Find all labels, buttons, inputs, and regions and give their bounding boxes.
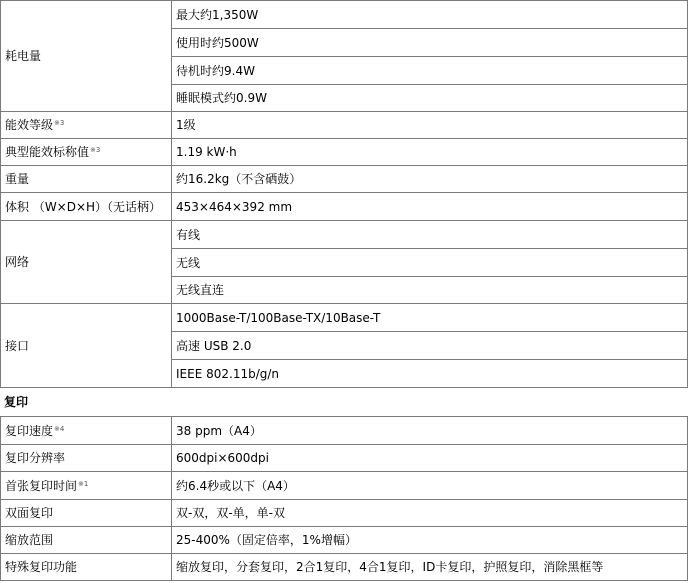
table-row: [1, 445, 688, 472]
footnote-marker: ※3: [90, 146, 101, 154]
table-row: [1, 472, 688, 500]
power-use-value: 使用时约500W: [172, 29, 688, 57]
special-copy-label: 特殊复印功能: [1, 554, 172, 581]
typical-efficiency-value: 1.19 kW·h: [172, 139, 688, 166]
interface-label: 接口: [1, 304, 172, 388]
power-sleep-value: 睡眠模式约0.9W: [172, 85, 688, 112]
efficiency-grade-value: 1级: [172, 112, 688, 139]
special-copy-value: 缩放复印，分套复印，2合1复印，4合1复印，ID卡复印，护照复印，消除黑框等: [172, 554, 688, 581]
dimensions-label: 体积 （W×D×H）（无话柄）: [1, 193, 172, 221]
table-row: [1, 500, 688, 527]
table-row: [1, 417, 688, 445]
first-copy-time-label: 首张复印时间$^{※1}$: [1, 472, 172, 500]
network-wireless-value: 无线: [172, 249, 688, 277]
efficiency-grade-label: 能效等级$^{※3}$: [1, 112, 172, 139]
footnote-marker: ※4: [54, 424, 65, 433]
power-label: 耗电量: [1, 1, 172, 112]
typical-efficiency-label: 典型能效标称值$^{※3}$: [1, 139, 172, 166]
table-row: [1, 527, 688, 554]
zoom-range-value: 25-400%（固定倍率，1%增幅）: [172, 527, 688, 554]
copy-resolution-value: 600dpi×600dpi: [172, 445, 688, 472]
zoom-range-label: 缩放范围: [1, 527, 172, 554]
network-label: 网络: [1, 221, 172, 304]
network-wired-value: 有线: [172, 221, 688, 249]
weight-label: 重量: [1, 166, 172, 193]
copy-specs-table: [0, 416, 688, 581]
interface-ethernet-value: 1000Base-T/100Base-TX/10Base-T: [172, 304, 688, 332]
copy-resolution-label: 复印分辨率: [1, 445, 172, 472]
footnote-marker: ※1: [78, 479, 89, 488]
table-row: [1, 554, 688, 581]
duplex-copy-label: 双面复印: [1, 500, 172, 527]
copy-speed-value: 38 ppm（A4）: [172, 417, 688, 445]
power-standby-value: 待机时约9.4W: [172, 57, 688, 85]
footnote-marker: ※3: [54, 119, 65, 127]
copy-section-title: 复印: [4, 395, 29, 409]
power-max-value: 最大约1,350W: [172, 1, 688, 29]
first-copy-time-value: 约6.4秒或以下（A4）: [172, 472, 688, 500]
duplex-copy-value: 双-双，双-单，单-双: [172, 500, 688, 527]
interface-wifi-value: IEEE 802.11b/g/n: [172, 360, 688, 388]
interface-usb-value: 高速 USB 2.0: [172, 332, 688, 360]
dimensions-value: 453×464×392 mm: [172, 193, 688, 221]
network-direct-value: 无线直连: [172, 277, 688, 304]
copy-speed-label: 复印速度$^{※4}$: [1, 417, 172, 445]
weight-value: 约16.2kg（不含硒鼓）: [172, 166, 688, 193]
